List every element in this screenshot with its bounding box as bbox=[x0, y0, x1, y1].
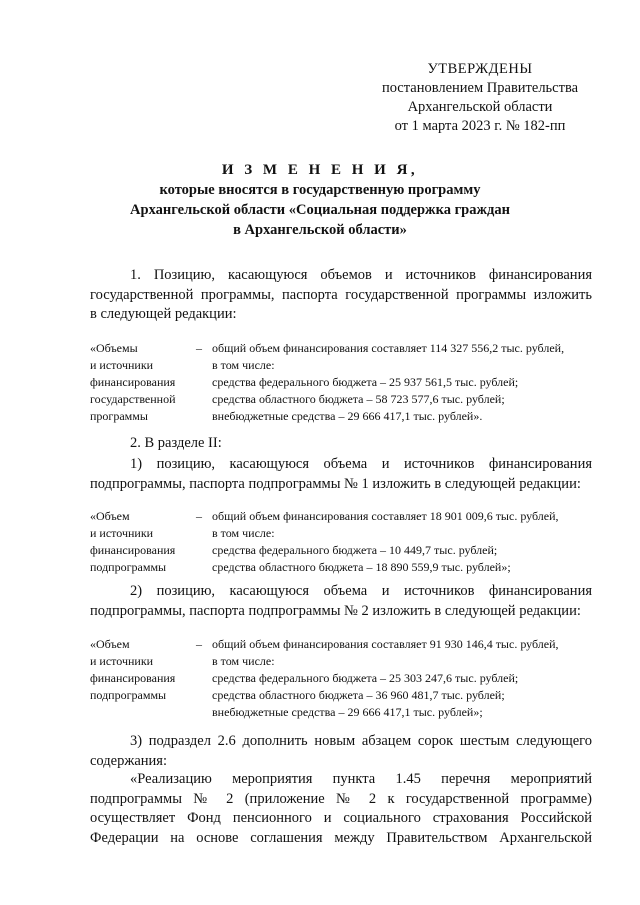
document-title bbox=[110, 160, 530, 240]
label-line: подпрограммы bbox=[90, 688, 167, 702]
paragraph-line: содержания: bbox=[90, 752, 168, 769]
paragraph-line: подпрограммы, паспорта подпрограммы № 2 изложить в следующей редакции: bbox=[90, 602, 581, 619]
label-line: и источники bbox=[90, 654, 154, 668]
funding-line: внебюджетные средства – 29 666 417,1 тыс. рублей»; bbox=[212, 705, 483, 719]
paragraph-line: подпрограммы, паспорта подпрограммы № 1 изложить в следующей редакции: bbox=[90, 475, 581, 492]
funding-details bbox=[212, 508, 602, 576]
title-line-2: Архангельской области «Социальная поддержка граждан bbox=[130, 202, 510, 218]
funding-details bbox=[212, 340, 602, 425]
label-line: и источники bbox=[90, 358, 154, 372]
paragraph-line: Федерации на основе соглашения между Правительством Архангельской bbox=[90, 829, 592, 846]
title-line-3: в Архангельской области» bbox=[233, 222, 407, 238]
dash-separator: – bbox=[196, 341, 202, 355]
label-line: «Объем bbox=[90, 509, 130, 523]
paragraph-3 bbox=[90, 455, 592, 494]
funding-line: в том числе: bbox=[212, 526, 275, 540]
funding-line: средства федерального бюджета – 25 303 247,6 тыс. рублей; bbox=[212, 671, 519, 685]
funding-label bbox=[90, 636, 190, 704]
paragraph-1 bbox=[90, 266, 592, 325]
funding-label bbox=[90, 340, 190, 425]
paragraph-5 bbox=[90, 732, 592, 771]
paragraph-line: в следующей редакции: bbox=[90, 306, 237, 322]
funding-line: средства областного бюджета – 36 960 481,7 тыс. рублей; bbox=[212, 688, 505, 702]
dash-separator: – bbox=[196, 509, 202, 523]
paragraph-line: 2) позицию, касающуюся объема и источников финансирования bbox=[130, 583, 592, 599]
label-line: финансирования bbox=[90, 543, 176, 557]
approved-line-4: от 1 марта 2023 г. № 182-пп bbox=[394, 118, 566, 134]
funding-details bbox=[212, 636, 602, 721]
paragraph-2 bbox=[90, 434, 592, 454]
paragraph-6 bbox=[90, 770, 592, 848]
paragraph-line: подпрограммы № 2 (приложение № 2 к государственной программе) bbox=[90, 790, 592, 807]
approved-line-3: Архангельской области bbox=[407, 99, 553, 115]
paragraph-line: «Реализацию мероприятия пункта 1.45 перечня мероприятий bbox=[130, 771, 592, 787]
paragraph-4 bbox=[90, 582, 592, 621]
label-line: «Объемы bbox=[90, 341, 138, 355]
approved-heading: УТВЕРЖДЕНЫ bbox=[427, 61, 533, 77]
paragraph-line: 2. В разделе II: bbox=[130, 435, 222, 451]
label-line: подпрограммы bbox=[90, 560, 167, 574]
label-line: программы bbox=[90, 409, 148, 423]
dash-separator: – bbox=[196, 637, 202, 651]
funding-line: средства областного бюджета – 18 890 559,9 тыс. рублей»; bbox=[212, 560, 511, 574]
funding-line: в том числе: bbox=[212, 654, 275, 668]
label-line: государственной bbox=[90, 392, 176, 406]
approval-stamp bbox=[360, 60, 600, 136]
label-line: и источники bbox=[90, 526, 154, 540]
paragraph-line: 1. Позицию, касающуюся объемов и источников финансирования bbox=[130, 267, 592, 283]
funding-line: в том числе: bbox=[212, 358, 275, 372]
paragraph-line: 3) подраздел 2.6 дополнить новым абзацем сорок шестым следующего bbox=[130, 733, 592, 749]
funding-label bbox=[90, 508, 190, 576]
paragraph-line: осуществляет Фонд пенсионного и социального страхования Российской bbox=[90, 810, 592, 826]
funding-line: средства федерального бюджета – 25 937 561,5 тыс. рублей; bbox=[212, 375, 519, 389]
funding-line: общий объем финансирования составляет 114 327 556,2 тыс. рублей, bbox=[212, 341, 565, 355]
label-line: «Объем bbox=[90, 637, 130, 651]
label-line: финансирования bbox=[90, 375, 176, 389]
paragraph-line: государственной программы, паспорта государственной программы изложить bbox=[90, 286, 592, 303]
title-heading: И З М Е Н Е Н И Я, bbox=[221, 162, 419, 178]
funding-line: внебюджетные средства – 29 666 417,1 тыс. рублей». bbox=[212, 409, 483, 423]
paragraph-line: 1) позицию, касающуюся объема и источников финансирования bbox=[130, 456, 592, 472]
funding-line: общий объем финансирования составляет 18 901 009,6 тыс. рублей, bbox=[212, 509, 559, 523]
label-line: финансирования bbox=[90, 671, 176, 685]
approved-line-2: постановлением Правительства bbox=[381, 80, 579, 96]
title-line-1: которые вносятся в государственную программу bbox=[159, 182, 481, 198]
funding-line: средства областного бюджета – 58 723 577,6 тыс. рублей; bbox=[212, 392, 505, 406]
funding-line: общий объем финансирования составляет 91 930 146,4 тыс. рублей, bbox=[212, 637, 559, 651]
funding-line: средства федерального бюджета – 10 449,7 тыс. рублей; bbox=[212, 543, 498, 557]
